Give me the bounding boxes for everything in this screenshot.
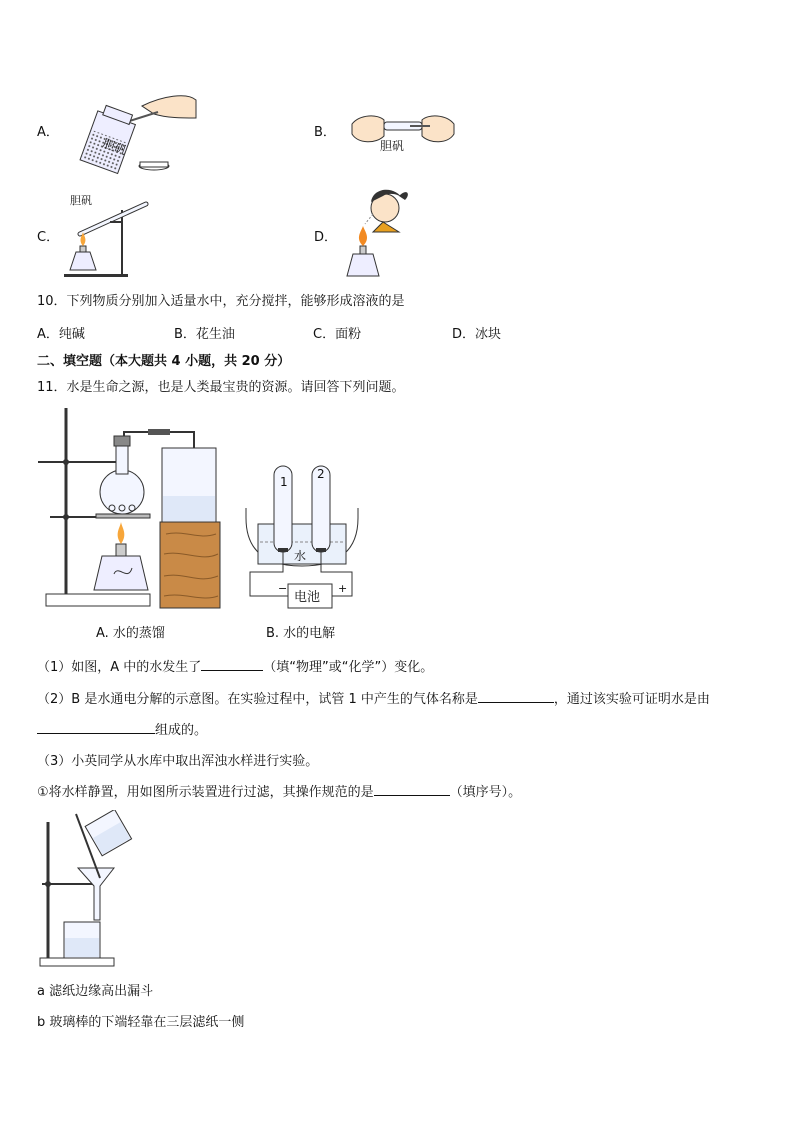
q10-option-a: A．纯碱 bbox=[37, 327, 85, 342]
option-a-figure bbox=[72, 88, 200, 178]
distillation-figure bbox=[36, 404, 226, 612]
blank-2[interactable] bbox=[478, 688, 554, 703]
option-b-figure bbox=[350, 110, 456, 156]
q11-part3: （3）小英同学从水库中取出浑浊水样进行实验。 bbox=[37, 754, 319, 769]
filtration-figure bbox=[38, 810, 142, 968]
blank-1[interactable] bbox=[201, 656, 263, 671]
option-b-label: B． bbox=[314, 125, 336, 140]
tube-1-label: 1 bbox=[280, 475, 288, 489]
tube-2-label: 2 bbox=[317, 467, 325, 481]
option-c-label: C． bbox=[37, 230, 60, 245]
water-label: 水 bbox=[294, 549, 307, 563]
q10-option-d: D．冰块 bbox=[452, 327, 502, 342]
option-c-figure bbox=[62, 190, 162, 280]
battery-plus: + bbox=[338, 582, 348, 595]
danfan-label-c: 胆矾 bbox=[70, 194, 92, 207]
caption-distillation: A. 水的蒸馏 bbox=[96, 626, 165, 641]
option-a-label: A． bbox=[37, 125, 59, 140]
battery-label: 电池 bbox=[294, 590, 321, 605]
q11-part1: （1）如图，A 中的水发生了 （填“物理”或“化学”）变化。 bbox=[37, 656, 433, 675]
danfan-label-b: 胆矾 bbox=[380, 139, 405, 153]
q11-stem: 11．水是生命之源，也是人类最宝贵的资源。请回答下列问题。 bbox=[37, 380, 405, 395]
blank-4[interactable] bbox=[374, 781, 450, 796]
choice-b: b 玻璃棒的下端轻靠在三层滤纸一侧 bbox=[37, 1015, 245, 1030]
battery-minus: − bbox=[278, 582, 288, 595]
q10-option-c: C．面粉 bbox=[313, 327, 362, 342]
q10-option-b: B．花生油 bbox=[174, 327, 235, 342]
blank-3[interactable] bbox=[37, 719, 155, 734]
q10-stem: 10．下列物质分别加入适量水中，充分搅拌，能够形成溶液的是 bbox=[37, 294, 405, 309]
option-d-figure bbox=[343, 180, 413, 280]
section-title: 二、填空题（本大题共 4 小题，共 20 分） bbox=[37, 354, 291, 369]
danfan-label-a: 胆矾 bbox=[100, 136, 129, 158]
q11-part2-line2: 组成的。 bbox=[37, 719, 207, 738]
caption-electrolysis: B. 水的电解 bbox=[266, 626, 336, 641]
option-d-label: D． bbox=[314, 230, 338, 245]
q11-part2: （2）B 是水通电分解的示意图。在实验过程中，试管 1 中产生的气体名称是 ，通过该实验可证明水是由 bbox=[37, 688, 710, 707]
electrolysis-figure bbox=[240, 460, 366, 612]
choice-a: a 滤纸边缘高出漏斗 bbox=[37, 984, 154, 999]
q11-part3-1: ①将水样静置，用如图所示装置进行过滤，其操作规范的是 （填序号）。 bbox=[37, 781, 521, 800]
